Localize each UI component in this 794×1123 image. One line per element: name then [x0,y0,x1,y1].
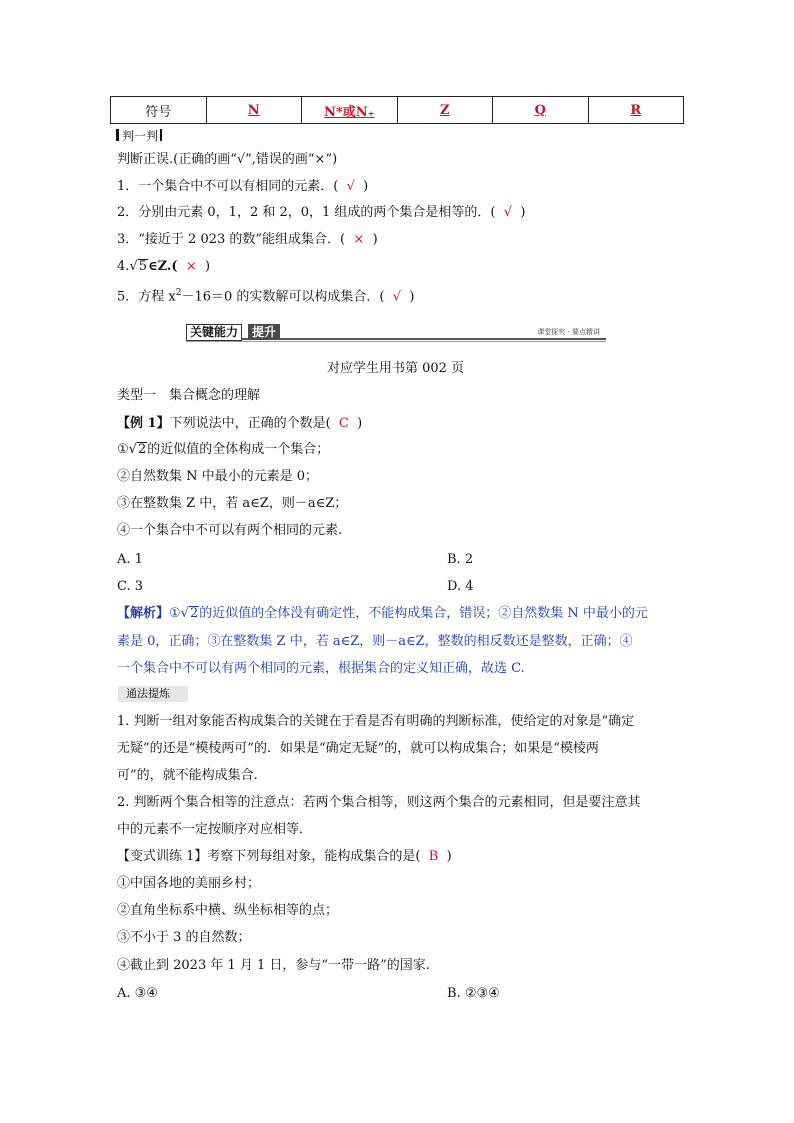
panduan-intro: 判断正误.(正确的画“√”,错误的画“×”) [117,152,338,167]
item-text: －16＝0 的实数解可以构成集合．( [181,289,385,305]
option-d: D. 4 [447,579,474,594]
sqrt-icon: √ [128,442,137,457]
symbol-cell-q: Q [493,97,589,124]
statement-1 [117,441,329,458]
banner-highlight: 提升 [248,324,280,340]
symbol-cell-n-star: N*或N₊ [302,97,398,124]
item-close: ) [446,849,452,864]
analysis-label: 【解析】 [117,606,170,621]
panduan-item-1 [117,178,368,195]
radicand: 5 [138,259,147,274]
variant-item-3: ③不小于 3 的自然数； [117,930,251,945]
item-text: 3．“接近于 2 023 的数”能组成集合．( [117,232,346,247]
banner-title: 关键能力 [186,324,242,341]
item-text: 5．方程 x [117,289,176,305]
analysis-line-3: 一个集合中不可以有两个相同的元素，根据集合的定义知正确，故选 C. [117,661,525,676]
analysis-line-1 [117,605,648,622]
answer-mark: √ [392,289,402,305]
variant-item-4: ④截止到 2023 年 1 月 1 日，参与“一带一路”的国家. [117,958,430,973]
tongfa-p2-line-1: 2. 判断两个集合相等的注意点：若两个集合相等，则这两个集合的元素相同，但是要注意其 [117,795,641,810]
analysis-number: ① [169,606,181,621]
statement-text: 的近似值的全体构成一个集合； [147,442,330,457]
section-banner [186,324,606,342]
tongfa-p1-line-1: 1. 判断一组对象能否构成集合的关键在于看是否有明确的判断标准，使给定的对象是“确定 [117,714,635,729]
variant-item-2: ②直角坐标系中横、纵坐标相等的点； [117,903,339,918]
item-close: ) [409,289,415,305]
item-text: ∈Z.( [147,259,178,274]
option-c: C. 3 [117,579,144,594]
tongfa-p2-line-2: 中的元素不一定按顺序对应相等． [117,822,313,837]
panduan-item-4 [117,258,210,275]
symbol-cell-r: R [588,97,684,124]
statement-4: ④一个集合中不可以有两个相同的元素. [117,523,343,538]
analysis-text: 的近似值的全体没有确定性，不能构成集合，错误；②自然数集 N 中最小的元 [199,606,648,621]
tag-bar-icon [116,129,119,141]
page-reference: 对应学生用书第 002 页 [327,361,465,376]
example-1-stem [117,415,362,432]
banner-subtitle: 课堂探究 · 要点精讲 [537,328,600,336]
item-text: 2．分别由元素 0，1，2 和 2，0，1 组成的两个集合是相等的．( [117,205,496,220]
symbol-cell-z: Z [397,97,493,124]
answer-mark: √ [503,205,513,220]
example-label: 【例 1】 [117,416,170,431]
example-stem: 下列说法中，正确的个数是( [169,416,331,431]
option-b: B. 2 [447,552,474,567]
tag-flag-icon [160,129,168,141]
banner-rule-thin [186,341,606,342]
item-close: ) [363,179,369,194]
superscript: 2 [175,288,182,298]
variant-option-b: B. ②③④ [447,986,500,1001]
statement-number: ① [117,442,129,457]
variant-label: 【变式训练 1】 [117,849,208,864]
answer-mark: × [185,259,197,274]
section-title: 类型一 集合概念的理解 [117,388,261,403]
answer-mark: × [353,232,365,247]
radicand: 2 [137,442,147,457]
item-close: ) [357,416,363,431]
symbol-header: 符号 [111,97,207,124]
item-text: 4. [117,259,130,274]
tongfa-p1-line-2: 无疑”的还是“模棱两可”的．如果是“确定无疑”的，就可以构成集合；如果是“模棱两 [117,741,599,756]
panduan-item-2 [117,204,525,221]
item-close: ) [372,232,378,247]
item-close: ) [520,205,526,220]
variant-stem [117,848,452,865]
panduan-item-5 [117,285,414,305]
tongfa-tag: 通法提炼 [118,686,188,702]
symbol-table [110,96,684,124]
variant-stem-text: 考察下列每组对象，能构成集合的是( [207,849,421,864]
option-a: A. 1 [117,552,143,567]
answer-mark: C [338,416,349,431]
variant-option-a: A. ③④ [117,986,158,1001]
analysis-line-2: 素是 0，正确；③在整数集 Z 中，若 a∈Z，则－a∈Z，整数的相反数还是整数，正确；④ [117,634,633,649]
panduan-item-3 [117,231,378,248]
item-close: ) [204,259,211,274]
panduan-tag [116,127,168,144]
statement-3: ③在整数集 Z 中，若 a∈Z，则－a∈Z； [117,496,348,511]
sqrt-icon: √ [180,606,189,621]
statement-2: ②自然数集 N 中最小的元素是 0； [117,469,319,484]
panduan-tag-label: 判一判 [122,129,159,143]
tongfa-p1-line-3: 可”的，就不能构成集合. [117,768,258,783]
sqrt-icon: √ [129,259,138,274]
item-text: 1．一个集合中不可以有相同的元素．( [117,179,339,194]
symbol-cell-n: N [206,97,302,124]
answer-mark: √ [346,179,355,194]
variant-item-1: ①中国各地的美丽乡村； [117,876,261,891]
answer-mark: B [428,849,439,864]
radicand: 2 [189,606,199,621]
